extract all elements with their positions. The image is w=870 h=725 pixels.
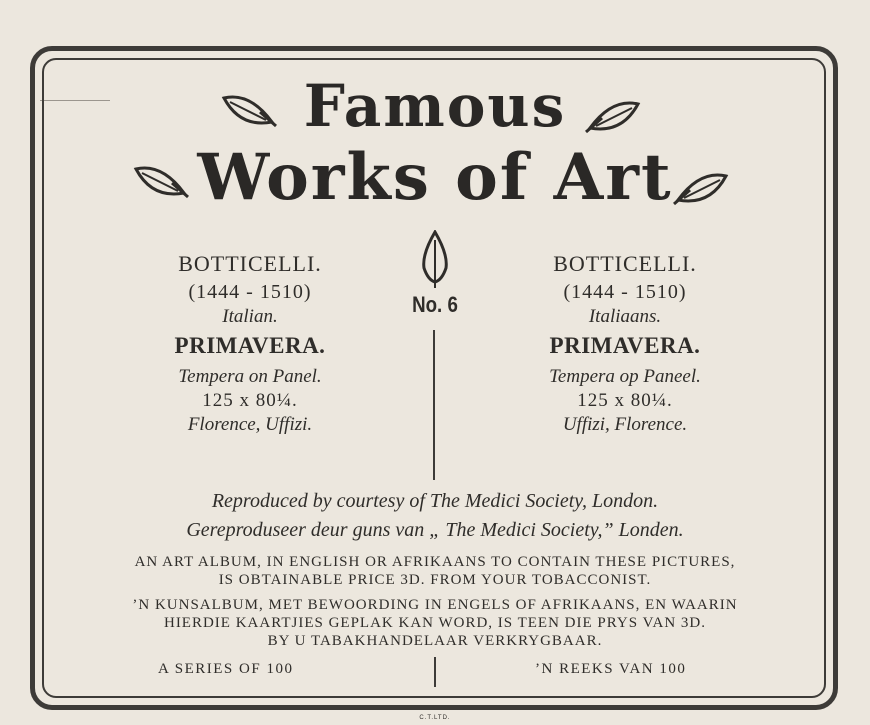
artist-dates: (1444 - 1510)	[188, 280, 312, 303]
album-afrikaans-line: ’N KUNSALBUM, MET BEWOORDING IN ENGELS OF AFRIKAANS, EN WAARIN	[132, 597, 738, 613]
center-divider	[433, 330, 435, 480]
spade-leaf-icon	[418, 230, 452, 290]
series-afrikaans: ’N REEKS VAN 100	[535, 661, 687, 677]
painting-title: PRIMAVERA.	[174, 333, 326, 359]
painting-medium: Tempera op Paneel.	[549, 366, 701, 387]
album-afrikaans-line: HIERDIE KAARTJIES GEPLAK KAN WORD, IS TEEN DIE PRYS VAN 3D.	[163, 615, 706, 631]
artist-dates: (1444 - 1510)	[563, 280, 687, 303]
album-english-line: IS OBTAINABLE PRICE 3D. FROM YOUR TOBACCONIST.	[218, 572, 652, 588]
album-afrikaans-line: BY U TABAKHANDELAAR VERKRYGBAAR.	[267, 633, 603, 649]
courtesy-afrikaans: Gereproduseer deur guns van „ The Medici Society,” Londen.	[186, 519, 684, 541]
painting-title: PRIMAVERA.	[549, 333, 701, 359]
painting-medium: Tempera on Panel.	[178, 366, 322, 387]
album-notice-afrikaans	[0, 596, 870, 650]
artist-nationality: Italian.	[222, 305, 278, 327]
afrikaans-details	[500, 250, 750, 436]
painting-location: Florence, Uffizi.	[187, 413, 313, 435]
courtesy-english: Reproduced by courtesy of The Medici Society, London.	[211, 490, 659, 512]
title-line-2: Works of Art	[197, 140, 673, 215]
title-line-1: Famous	[303, 72, 567, 140]
artist-nationality: Italiaans.	[588, 305, 662, 327]
painting-size: 125 x 80¼.	[577, 389, 673, 411]
artist-name: BOTTICELLI.	[553, 251, 697, 276]
english-details	[125, 250, 375, 436]
footer-divider	[434, 657, 436, 687]
printer-mark: C.T.LTD.	[419, 715, 451, 721]
album-notice-english	[0, 553, 870, 589]
series-english: A SERIES OF 100	[158, 661, 294, 677]
artist-name: BOTTICELLI.	[178, 251, 322, 276]
painting-location: Uffizi, Florence.	[562, 413, 688, 435]
painting-size: 125 x 80¼.	[202, 389, 298, 411]
album-english-line: AN ART ALBUM, IN ENGLISH OR AFRIKAANS TO CONTAIN THESE PICTURES,	[134, 554, 736, 570]
card-number: No. 6	[412, 292, 458, 317]
